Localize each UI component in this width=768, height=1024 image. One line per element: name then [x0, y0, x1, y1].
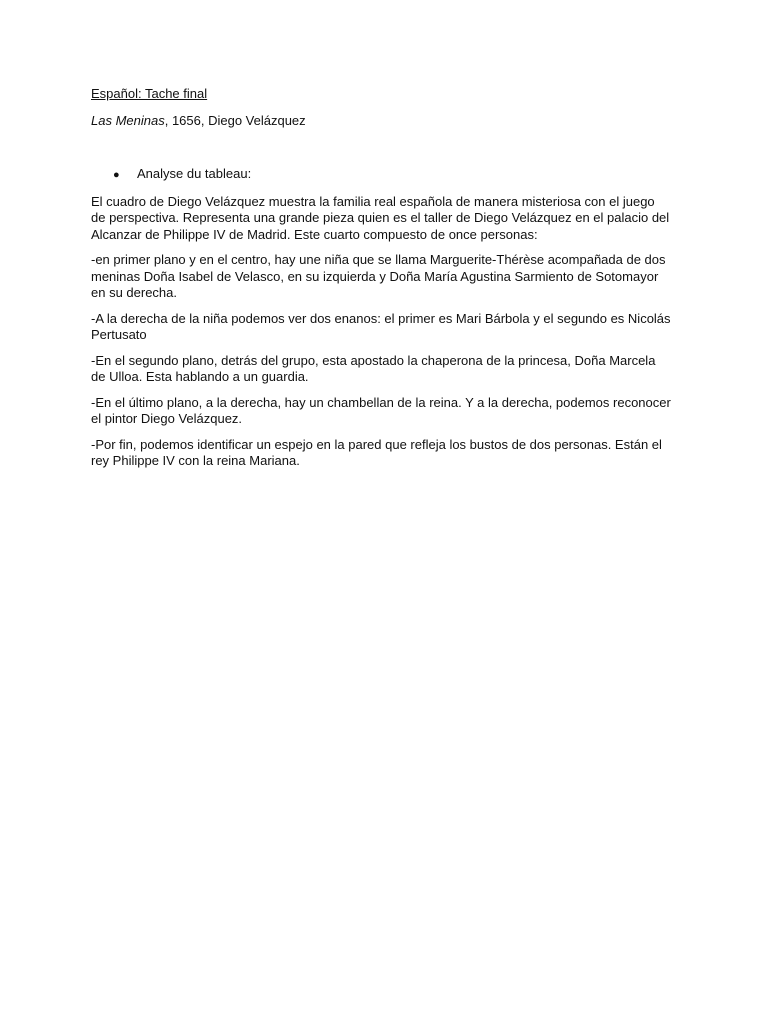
paragraph-second-plane: -En el segundo plano, detrás del grupo, esta apostado la chaperona de la princesa, Doña Marcela de Ulloa. Esta hablando a un guardia. — [91, 352, 656, 384]
document-body — [91, 86, 671, 479]
paragraph-dwarfs: -A la derecha de la niña podemos ver dos enanos: el primer es Mari Bárbola y el segundo es Nicolás Pertusato — [91, 310, 671, 342]
paragraph-last-plane: -En el último plano, a la derecha, hay un chambellan de la reina. Y a la derecha, podemos reconocer el pintor Diego Velázquez. — [91, 394, 671, 426]
artwork-details: , 1656, Diego Velázquez — [164, 112, 306, 128]
paragraph-intro: El cuadro de Diego Velázquez muestra la familia real española de manera misteriosa con el juego de perspectiva. Representa una grande pieza quien es el taller de Diego Velázquez en el palacio del Alcanzar de Philippe IV de Madrid. Este cuarto compuesto de once personas: — [91, 193, 670, 242]
artwork-line — [91, 113, 671, 130]
bullet-icon: ● — [113, 169, 120, 181]
artwork-title: Las Meninas — [91, 112, 165, 128]
paragraph-first-plane: -en primer plano y en el centro, hay une niña que se llama Marguerite-Thérèse acompañada de dos meninas Doña Isabel de Velasco, en su izquierda y Doña María Agustina Sarmiento de Sotomayor en su derecha. — [91, 252, 666, 300]
bullet-text: Analyse du tableau: — [137, 166, 252, 181]
title-text: Español: Tache final — [91, 86, 208, 101]
bullet-item — [91, 166, 671, 184]
document-title — [91, 86, 671, 103]
paragraph-mirror: -Por fin, podemos identificar un espejo en la pared que refleja los bustos de dos personas. Están el rey Philippe IV con la reina Mariana. — [91, 436, 662, 468]
